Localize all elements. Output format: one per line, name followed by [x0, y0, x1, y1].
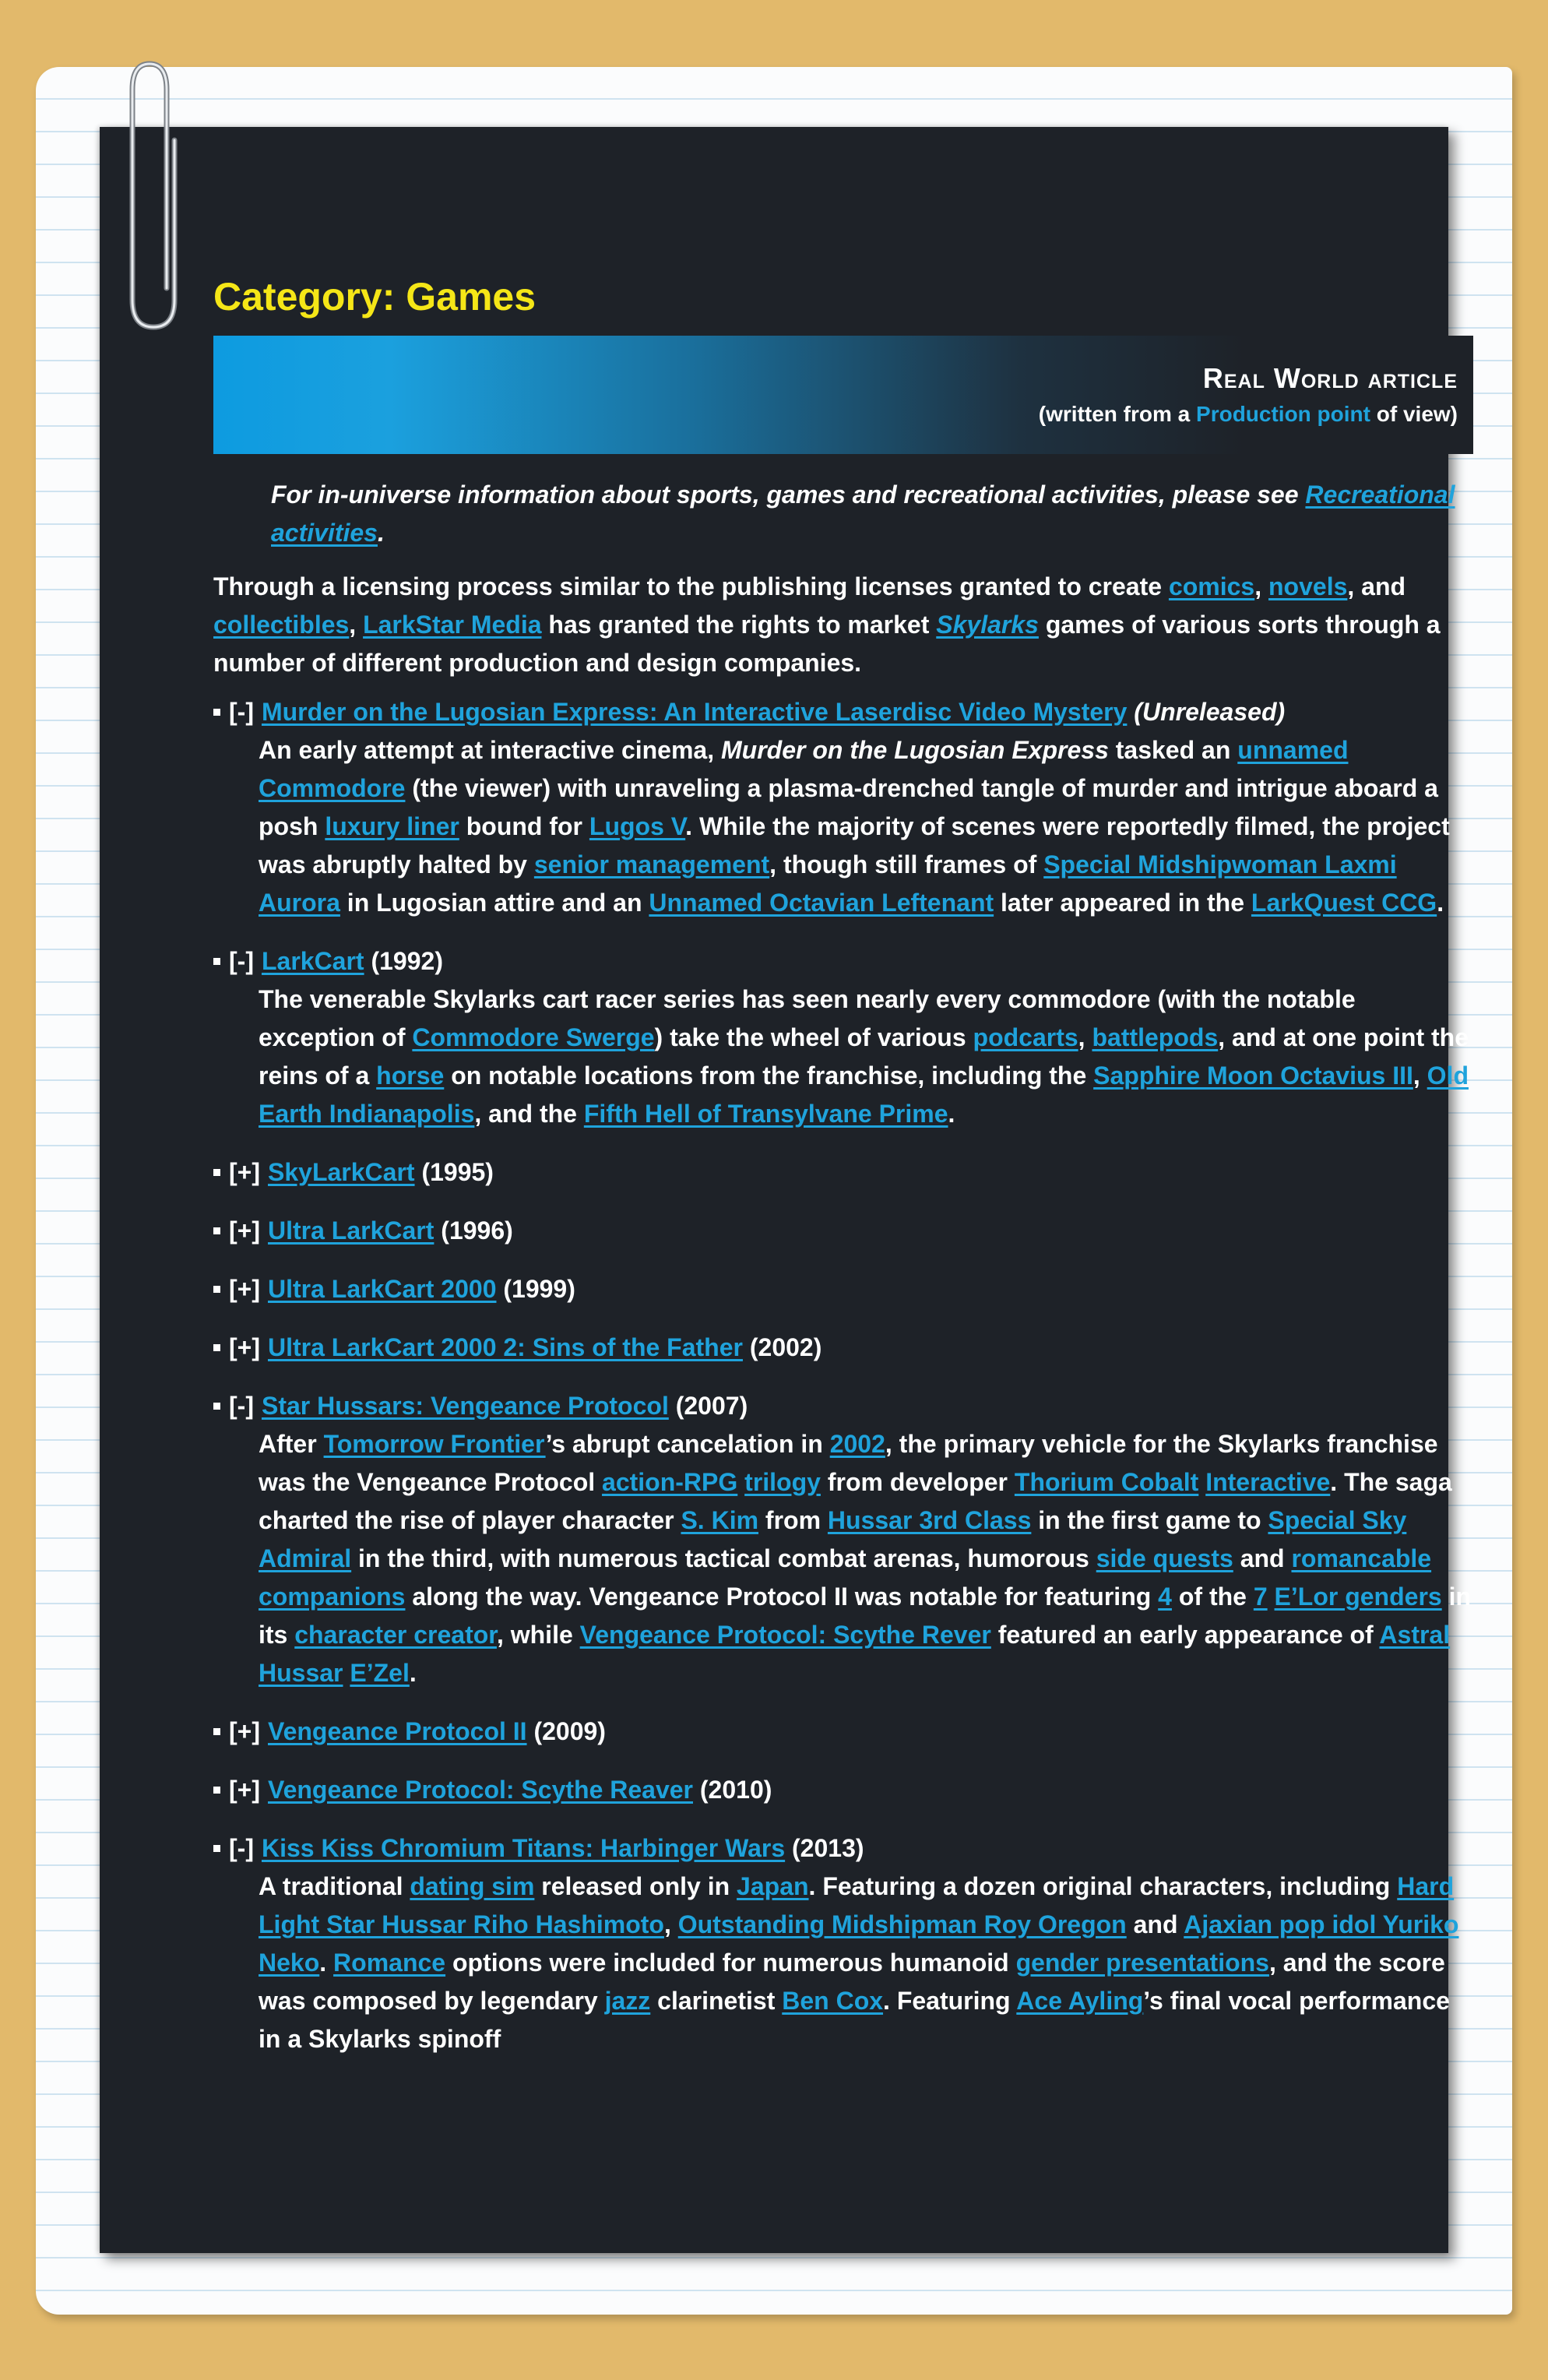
laxmi-aurora-link[interactable]: Special Midshipwoman Laxmi Aurora	[259, 850, 1397, 917]
article-panel	[100, 127, 1472, 2253]
entry-description: An early attempt at interactive cinema, Murder on the Lugosian Express tasked an unnamed Commodore (the viewer) with unraveling a plasma-drenched tangle of murder and intrigue aboard a posh luxury liner bound for Lugos V. While the majority of scenes were reportedly filmed, the project was abruptly halted by senior management, though still frames of Special Midshipwoman Laxmi Aurora in Lugosian attire and an Unnamed Octavian Leftenant later appeared in the LarkQuest CCG.	[259, 736, 1450, 917]
year-2002-link[interactable]: 2002	[829, 1430, 885, 1458]
expand-toggle[interactable]: [+]	[229, 1216, 260, 1245]
s-kim-link[interactable]: S. Kim	[681, 1506, 759, 1534]
list-item	[213, 1153, 1473, 1192]
horse-link[interactable]: horse	[376, 1061, 445, 1090]
entry-year: (1992)	[371, 947, 443, 975]
list-item	[213, 1329, 1473, 1367]
entry-description: After Tomorrow Frontier’s abrupt cancelation in 2002, the primary vehicle for the Skylarks franchise was the Vengeance Protocol action-RPG trilogy from developer Thorium Cobalt Interactive. The saga charted the rise of player character S. Kim from Hussar 3rd Class in the first game to Special Sky Admiral in the third, with numerous tactical combat arenas, humorous side quests and romancable companions along the way. Vengeance Protocol II was notable for featuring 4 of the 7 E’Lor genders in its character creator, while Vengeance Protocol: Scythe Rever featured an early appearance of Astral Hussar E’Zel.	[259, 1430, 1472, 1687]
entry-title-link[interactable]: Murder on the Lugosian Express: An Interactive Laserdisc Video Mystery	[261, 698, 1128, 726]
yuriko-neko-link[interactable]: Ajaxian pop idol Yuriko Neko	[259, 1910, 1459, 1977]
page-title: Category: Games	[213, 275, 537, 319]
riho-hashimoto-link[interactable]: Hard Light Star Hussar Riho Hashimoto	[259, 1872, 1455, 1938]
romance-link[interactable]: Romance	[333, 1949, 446, 1977]
comics-link[interactable]: comics	[1168, 572, 1255, 600]
expand-toggle[interactable]: [+]	[229, 1158, 260, 1186]
intro-paragraph: Through a licensing process similar to the publishing licenses granted to create comics, novels, and collectibles, LarkStar Media has granted the rights to market Skylarks games of various sorts through a number of different production and design companies.	[213, 572, 1441, 677]
side-quests-link[interactable]: side quests	[1096, 1544, 1233, 1572]
collectibles-link[interactable]: collectibles	[213, 611, 350, 639]
hatnote: For in-universe information about sports, games and recreational activities, please see Recreational activities.	[271, 481, 1455, 547]
tomorrow-frontier-link[interactable]: Tomorrow Frontier	[323, 1430, 546, 1458]
bullet-icon	[213, 1227, 220, 1234]
entry-year: (1995)	[421, 1158, 494, 1186]
dating-sim-link[interactable]: dating sim	[410, 1872, 535, 1900]
larkquest-ccg-link[interactable]: LarkQuest CCG	[1251, 889, 1437, 917]
article-content	[213, 273, 1473, 2079]
bullet-icon	[213, 1728, 220, 1735]
ezel-link[interactable]: E’Zel	[350, 1659, 410, 1687]
paperclip-icon	[118, 55, 188, 335]
collapse-toggle[interactable]: [-]	[229, 1834, 254, 1862]
bullet-icon	[213, 709, 220, 716]
entry-title-link[interactable]: Ultra LarkCart 2000 2: Sins of the Father	[268, 1333, 743, 1361]
list-item	[213, 1713, 1473, 1751]
japan-link[interactable]: Japan	[737, 1872, 809, 1900]
list-item	[213, 1829, 1473, 2058]
banner-title: Real World article	[1202, 362, 1458, 394]
skylarks-link[interactable]: Skylarks	[936, 611, 1039, 639]
entry-year: (2009)	[533, 1717, 606, 1745]
bullet-icon	[213, 1787, 220, 1794]
astral-hussar-link[interactable]: Astral Hussar	[259, 1621, 1451, 1687]
entry-description: The venerable Skylarks cart racer series has seen nearly every commodore (with the notable exception of Commodore Swerge) take the wheel of various podcarts, battlepods, and at one point the reins of a horse on notable locations from the franchise, including the Sapphire Moon Octavius III, Old Earth Indianapolis, and the Fifth Hell of Transylvane Prime.	[259, 985, 1469, 1128]
podcarts-link[interactable]: podcarts	[973, 1023, 1078, 1051]
fifth-hell-link[interactable]: Fifth Hell of Transylvane Prime	[583, 1100, 948, 1128]
production-point-link[interactable]: Production point	[1196, 402, 1370, 426]
entry-title-link[interactable]: Ultra LarkCart	[268, 1216, 434, 1245]
list-item	[213, 1270, 1473, 1308]
entry-title-link[interactable]: Star Hussars: Vengeance Protocol	[261, 1392, 669, 1420]
number-4-link[interactable]: 4	[1158, 1583, 1172, 1611]
bullet-icon	[213, 958, 220, 965]
bullet-icon	[213, 1344, 220, 1351]
bullet-icon	[213, 1845, 220, 1852]
unnamed-commodore-link[interactable]: unnamed Commodore	[259, 736, 1349, 802]
entry-year: (2002)	[749, 1333, 822, 1361]
collapse-toggle[interactable]: [-]	[229, 947, 254, 975]
special-sky-admiral-link[interactable]: Special Sky Admiral	[259, 1506, 1407, 1572]
list-item	[213, 1771, 1473, 1809]
sapphire-moon-link[interactable]: Sapphire Moon Octavius III	[1093, 1061, 1413, 1090]
ace-ayling-link[interactable]: Ace Ayling	[1016, 1987, 1144, 2015]
novels-link[interactable]: novels	[1268, 572, 1348, 600]
expand-toggle[interactable]: [+]	[229, 1275, 260, 1303]
expand-toggle[interactable]: [+]	[229, 1776, 260, 1804]
entry-year: (2010)	[699, 1776, 772, 1804]
collapse-toggle[interactable]: [-]	[229, 698, 254, 726]
list-item	[213, 942, 1473, 1133]
bullet-icon	[213, 1169, 220, 1176]
entry-title-link[interactable]: SkyLarkCart	[268, 1158, 415, 1186]
unnamed-octavian-leftenant-link[interactable]: Unnamed Octavian Leftenant	[649, 889, 994, 917]
luxury-liner-link[interactable]: luxury liner	[325, 812, 459, 840]
lugos-v-link[interactable]: Lugos V	[589, 812, 686, 840]
list-item	[213, 1212, 1473, 1250]
battlepods-link[interactable]: battlepods	[1092, 1023, 1219, 1051]
ben-cox-link[interactable]: Ben Cox	[782, 1987, 884, 2015]
collapse-toggle[interactable]: [-]	[229, 1392, 254, 1420]
banner-subtitle: (written from a Production point of view)	[1038, 402, 1458, 426]
interactive-link[interactable]: Interactive	[1205, 1468, 1331, 1496]
romancable-companions-link[interactable]: romancable companions	[259, 1544, 1432, 1611]
entry-year: (Unreleased)	[1134, 698, 1286, 726]
trilogy-link[interactable]: trilogy	[744, 1468, 821, 1496]
bullet-icon	[213, 1286, 220, 1293]
list-item	[213, 693, 1473, 922]
thorium-cobalt-link[interactable]: Thorium Cobalt	[1014, 1468, 1199, 1496]
commodore-swerge-link[interactable]: Commodore Swerge	[412, 1023, 655, 1051]
entry-year: (1996)	[441, 1216, 513, 1245]
hussar-3rd-class-link[interactable]: Hussar 3rd Class	[827, 1506, 1032, 1534]
expand-toggle[interactable]: [+]	[229, 1333, 260, 1361]
bullet-icon	[213, 1403, 220, 1410]
character-creator-link[interactable]: character creator	[294, 1621, 497, 1649]
scythe-rever-link[interactable]: Vengeance Protocol: Scythe Rever	[579, 1621, 991, 1649]
entry-title-link[interactable]: Ultra LarkCart 2000	[268, 1275, 497, 1303]
entry-year: (2007)	[675, 1392, 748, 1420]
list-item	[213, 1387, 1473, 1692]
entry-title-link[interactable]: Vengeance Protocol II	[268, 1717, 527, 1745]
jazz-link[interactable]: jazz	[604, 1987, 651, 2015]
entry-title-link[interactable]: Kiss Kiss Chromium Titans: Harbinger Wars	[261, 1834, 786, 1862]
action-rpg-link[interactable]: action-RPG	[602, 1468, 738, 1496]
roy-oregon-link[interactable]: Outstanding Midshipman Roy Oregon	[677, 1910, 1127, 1938]
recreational-activities-link[interactable]: Recreational activities	[271, 481, 1455, 547]
entry-year: (2013)	[792, 1834, 864, 1862]
entry-description: A traditional dating sim released only in Japan. Featuring a dozen original characters, including Hard Light Star Hussar Riho Hashimoto, Outstanding Midshipman Roy Oregon and Ajaxian pop idol Yuriko Neko. Romance options were included for numerous humanoid gender presentations, and the score was composed by legendary jazz clarinetist Ben Cox. Featuring Ace Ayling’s final vocal performance in a Skylarks spinoff	[259, 1872, 1459, 2053]
larkstar-media-link[interactable]: LarkStar Media	[363, 611, 542, 639]
number-7-link[interactable]: 7	[1253, 1583, 1268, 1611]
entry-title-link[interactable]: LarkCart	[261, 947, 364, 975]
real-world-banner	[213, 336, 1473, 454]
elor-genders-link[interactable]: E’Lor genders	[1274, 1583, 1442, 1611]
entry-title-link[interactable]: Vengeance Protocol: Scythe Reaver	[268, 1776, 693, 1804]
old-earth-indianapolis-link[interactable]: Old Earth Indianapolis	[259, 1061, 1469, 1128]
gender-presentations-link[interactable]: gender presentations	[1015, 1949, 1269, 1977]
entry-year: (1999)	[503, 1275, 575, 1303]
senior-management-link[interactable]: senior management	[533, 850, 770, 878]
expand-toggle[interactable]: [+]	[229, 1717, 260, 1745]
